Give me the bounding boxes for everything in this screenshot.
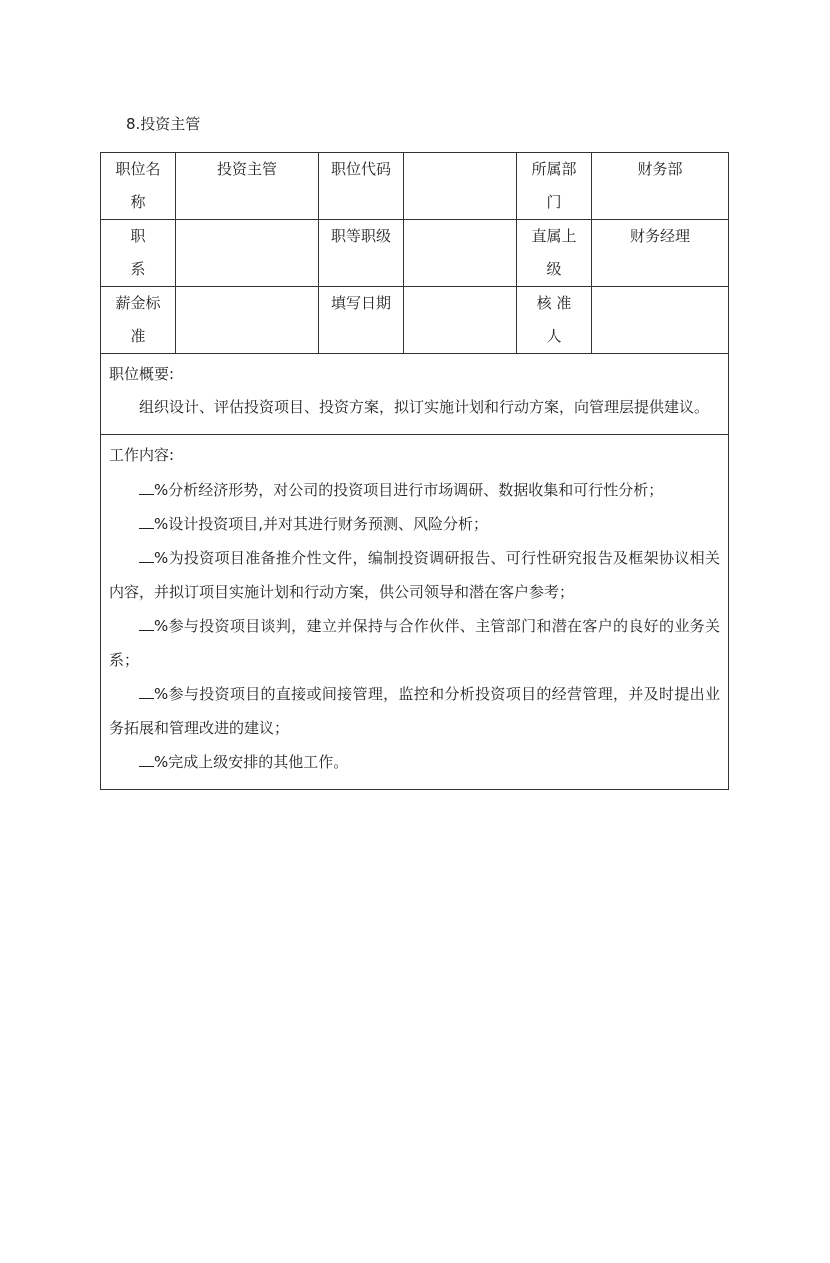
label-position-code: 职位代码 — [319, 153, 404, 220]
value-grade — [404, 220, 517, 287]
percent-blank — [139, 548, 154, 563]
summary-row — [101, 354, 729, 435]
duty-item: %为投资项目准备推介性文件，编制投资调研报告、可行性研究报告及框架协议相关内容，并拟订项目实施计划和行动方案，供公司领导和潜在客户参考； — [109, 549, 720, 601]
summary-text: 组织设计、评估投资项目、投资方案，拟订实施计划和行动方案，向管理层提供建议。 — [139, 398, 710, 416]
label-approver: 核 准 人 — [517, 287, 592, 354]
value-salary — [176, 287, 319, 354]
table-row — [101, 220, 729, 287]
duties-heading: 工作内容: — [109, 446, 175, 464]
section-title: 8.投资主管 — [126, 115, 201, 133]
percent-blank — [139, 684, 154, 699]
label-date: 填写日期 — [319, 287, 404, 354]
value-position-code — [404, 153, 517, 220]
label-supervisor: 直属上 级 — [517, 220, 592, 287]
percent-blank — [139, 752, 154, 767]
value-supervisor: 财务经理 — [592, 220, 729, 287]
job-description-table — [100, 152, 729, 790]
label-grade: 职等职级 — [319, 220, 404, 287]
label-position-name: 职位名 称 — [101, 153, 176, 220]
duties-row — [101, 435, 729, 790]
value-approver — [592, 287, 729, 354]
percent-blank — [139, 514, 154, 529]
value-date — [404, 287, 517, 354]
percent-blank — [139, 616, 154, 631]
duty-item: %参与投资项目谈判，建立并保持与合作伙伴、主管部门和潜在客户的良好的业务关系； — [109, 617, 720, 669]
label-department: 所属部 门 — [517, 153, 592, 220]
value-series — [176, 220, 319, 287]
summary-cell — [101, 354, 729, 435]
duty-item: %参与投资项目的直接或间接管理，监控和分析投资项目的经营管理，并及时提出业务拓展和管理改进的建议； — [109, 685, 720, 737]
duty-item: %设计投资项目,并对其进行财务预测、风险分析； — [109, 507, 720, 541]
duty-item: %分析经济形势，对公司的投资项目进行市场调研、数据收集和可行性分析； — [109, 473, 720, 507]
watermark-bottom — [350, 1017, 611, 1263]
summary-heading: 职位概要: — [109, 365, 175, 383]
table-row — [101, 287, 729, 354]
value-position-name: 投资主管 — [176, 153, 319, 220]
duty-item: %完成上级安排的其他工作。 — [109, 745, 720, 779]
percent-blank — [139, 480, 154, 495]
label-salary: 薪金标 准 — [101, 287, 176, 354]
table-row — [101, 153, 729, 220]
value-department: 财务部 — [592, 153, 729, 220]
label-series: 职 系 — [101, 220, 176, 287]
duties-cell — [101, 435, 729, 790]
